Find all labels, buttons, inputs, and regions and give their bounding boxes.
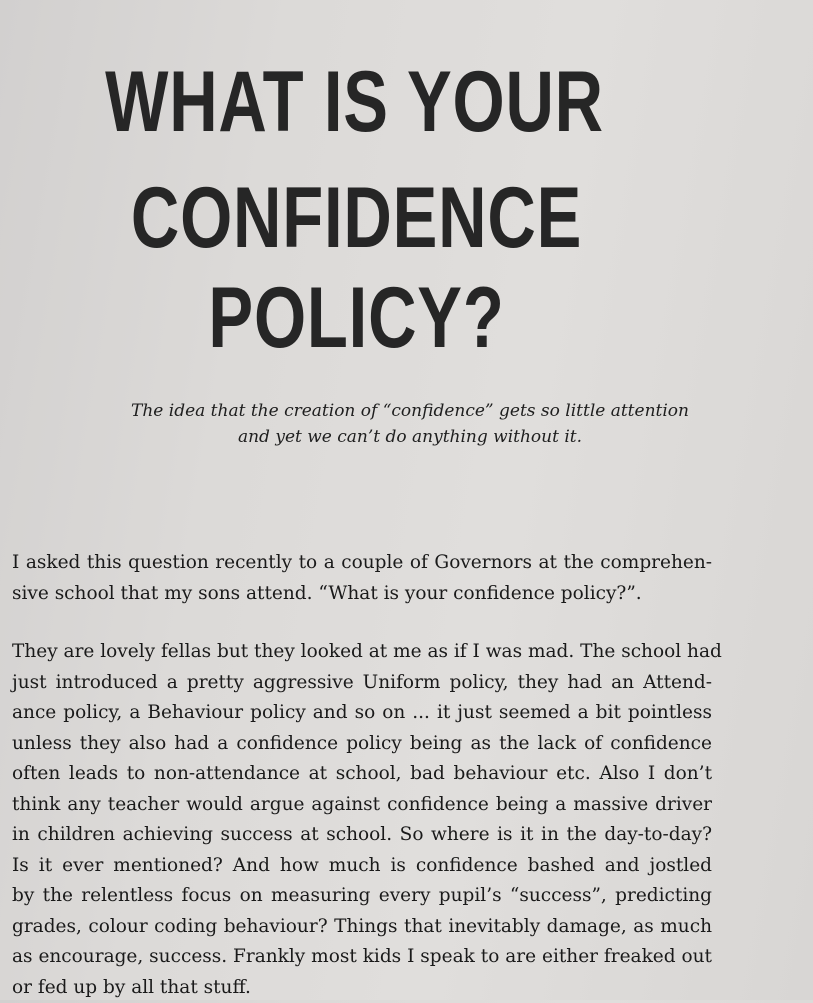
text-line: just introduced a pretty aggressive Uniform policy, they had an Attend- [12,668,712,699]
text-line: as encourage, success. Frankly most kids I speak to are either freaked out [12,942,712,973]
chapter-subtitle [80,398,740,450]
subtitle-line: The idea that the creation of “confidence” gets so little attention [80,398,740,424]
paragraph-1 [12,548,712,609]
text-line: often leads to non-attendance at school, bad behaviour etc. Also I don’t [12,759,712,790]
text-line: by the relentless focus on measuring every pupil’s “success”, predicting [12,881,712,912]
text-line: I asked this question recently to a couple of Governors at the comprehen- [12,548,712,579]
text-line: or fed up by all that stuff. [12,973,712,1003]
paragraph-2 [12,637,712,1003]
text-line: in children achieving success at school. So where is it in the day-to-day? [12,820,712,851]
chapter-title-line-2: CONFIDENCE POLICY? [39,168,673,368]
text-line: They are lovely fellas but they looked at me as if I was mad. The school had [12,637,712,668]
chapter-title-line-1: WHAT IS YOUR [37,52,671,152]
text-line: unless they also had a confidence policy being as the lack of confidence [12,729,712,760]
text-line: sive school that my sons attend. “What is your confidence policy?”. [12,579,712,610]
subtitle-line: and yet we can’t do anything without it. [80,424,740,450]
text-line: ance policy, a Behaviour policy and so on ... it just seemed a bit pointless [12,698,712,729]
text-line: Is it ever mentioned? And how much is confidence bashed and jostled [12,851,712,882]
text-line: think any teacher would argue against confidence being a massive driver [12,790,712,821]
text-line: grades, colour coding behaviour? Things that inevitably damage, as much [12,912,712,943]
